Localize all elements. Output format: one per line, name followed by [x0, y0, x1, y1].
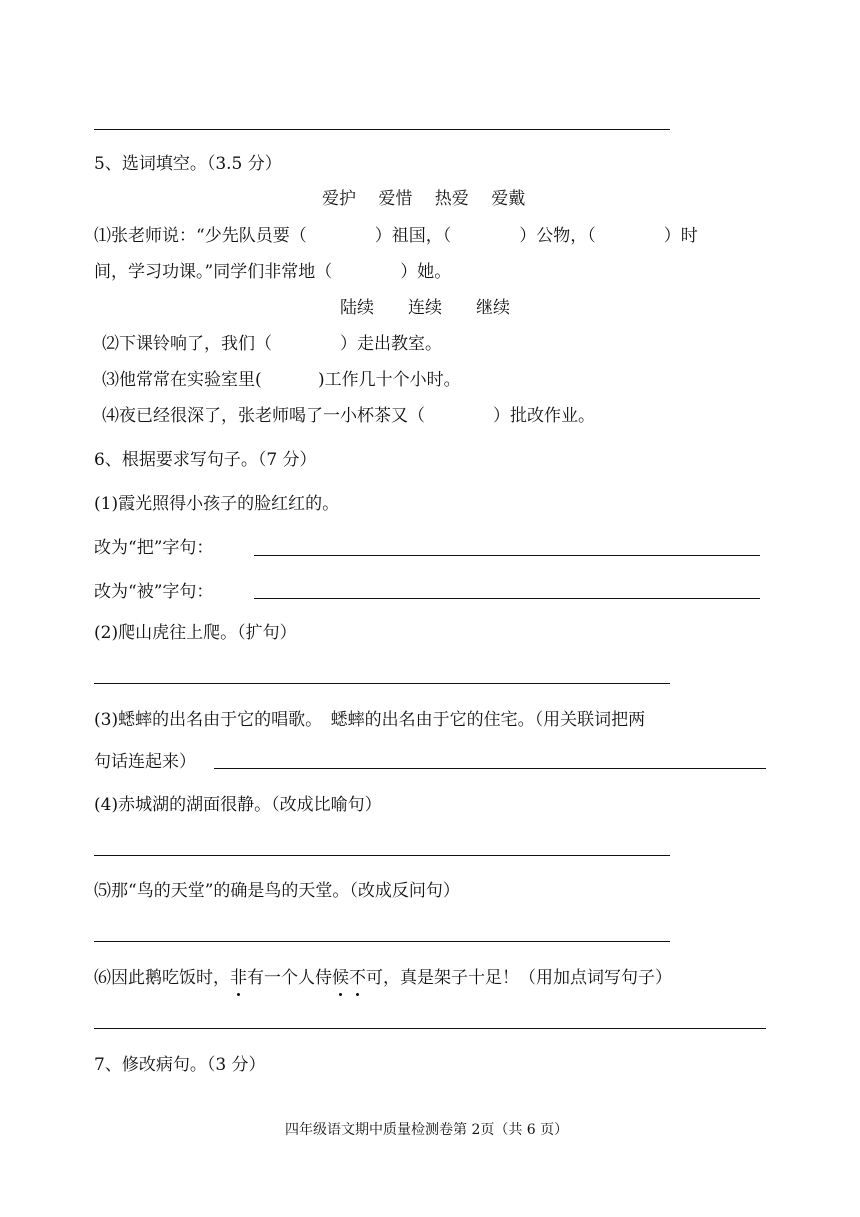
q6-bei-label: 改为“被”字句： [94, 582, 214, 602]
q6-6-text-mid: 有一个人侍 [247, 968, 332, 988]
q6-title: 6、根据要求写句子。（7 分） [94, 450, 317, 470]
dotted-char-fei: 非 [230, 968, 247, 988]
q6-sentence-3a: (3)蟋蟀的出名由于它的唱歌。 蟋蟀的出名由于它的住宅。（用关联词把两 [94, 710, 646, 730]
dotted-char-bu: 不 [349, 968, 366, 988]
q5-sentence-3: ⑶他常常在实验室里( )工作几十个小时。 [102, 370, 461, 390]
q6-sentence-4: (4)赤城湖的湖面很静。（改成比喻句） [94, 795, 382, 815]
q6-sentence-6 [94, 966, 672, 990]
q6-sentence-1: (1)霞光照得小孩子的脸红红的。 [94, 494, 340, 514]
q6-sentence-5: ⑸那“鸟的天堂”的确是鸟的天堂。（改成反问句） [94, 881, 460, 901]
q6-6-answer-line [94, 1028, 766, 1029]
q6-sentence-3b: 句话连起来） [94, 752, 196, 772]
q6-2-answer-line [94, 683, 670, 684]
page-footer: 四年级语文期中质量检测卷第 2页（共 6 页） [285, 1122, 569, 1138]
q6-6-text-pre: ⑹因此鹅吃饭时， [94, 968, 230, 988]
dotted-char-hou: 候 [332, 968, 349, 988]
q5-sentence-1b: 间，学习功课。”同学们非常地（ ）她。 [94, 262, 452, 282]
bei-answer-line [254, 598, 760, 599]
q5-sentence-2: ⑵下课铃响了，我们（ ）走出教室。 [102, 334, 442, 354]
q6-6-text-post: 可，真是架子十足！（用加点词写句子） [366, 968, 672, 988]
answer-line [94, 129, 670, 130]
ba-answer-line [254, 555, 760, 556]
q5-title: 5、选词填空。（3.5 分） [94, 154, 282, 174]
q6-sentence-2: (2)爬山虎往上爬。（扩句） [94, 623, 297, 643]
q6-3-answer-line [214, 768, 766, 769]
q6-5-answer-line [94, 941, 670, 942]
q6-ba-label: 改为“把”字句： [94, 538, 214, 558]
q5-word-bank-1: 爱护 爱惜 热爱 爱戴 [322, 189, 526, 209]
q6-4-answer-line [94, 855, 670, 856]
q7-title: 7、修改病句。（3 分） [94, 1055, 266, 1075]
q5-sentence-1a: ⑴张老师说：“少先队员要（ ）祖国，（ ）公物，（ ）时 [94, 226, 698, 246]
q5-sentence-4: ⑷夜已经很深了，张老师喝了一小杯茶又（ ）批改作业。 [102, 406, 595, 426]
q5-word-bank-2: 陆续 连续 继续 [340, 298, 510, 318]
